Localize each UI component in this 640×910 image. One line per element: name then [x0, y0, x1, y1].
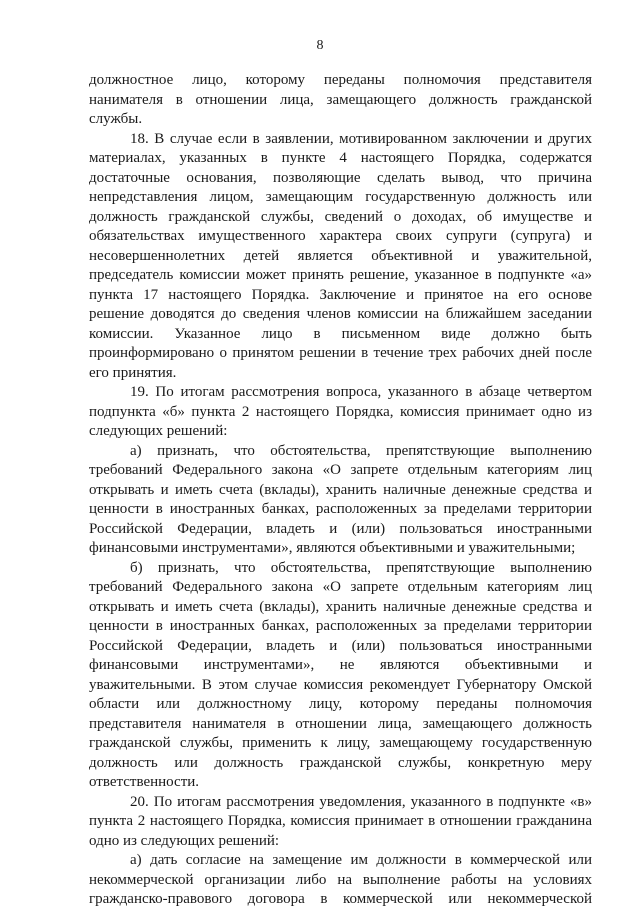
- text-line: требований Федерального закона «О запрете отдельным категориям лиц: [89, 579, 592, 595]
- text-line: представителя нанимателя в отношении лица, замещающего должность: [89, 715, 592, 732]
- text-line: а) признать, что обстоятельства, препятствующие выполнению: [130, 442, 592, 459]
- text-line: гражданско-правового договора в коммерческой или некоммерческой: [89, 891, 592, 907]
- text-line: непредставления лицом, замещающим государственную должность или: [89, 189, 592, 205]
- text-line: должностное лицо, которому переданы полномочия представителя: [89, 72, 592, 88]
- text-line: 18. В случае если в заявлении, мотивированном заключении и других: [130, 130, 592, 147]
- text-line: 19. По итогам рассмотрения вопроса, указанного в абзаце четвертом: [130, 384, 592, 400]
- text-line: одно из следующих решений:: [89, 832, 280, 849]
- text-line: Российской Федерации, владеть и (или) пользоваться иностранными: [89, 520, 592, 537]
- text-line: гражданской службы, применить к лицу, замещающему государственную: [89, 735, 592, 751]
- text-line: материалах, указанных в пункте 4 настоящего Порядка, содержатся: [89, 150, 592, 166]
- text-line: нанимателя в отношении лица, замещающего должность гражданской: [89, 91, 592, 108]
- text-line: Российской Федерации, владеть и (или) пользоваться иностранными: [89, 637, 592, 654]
- text-line: проинформировано о принятом решении в течение трех рабочих дней после: [89, 345, 592, 361]
- text-line: ценности в иностранных банках, расположенных за пределами территории: [89, 618, 592, 634]
- text-line: достаточные основания, позволяющие сделать вывод, что причина: [89, 169, 592, 186]
- text-line: его принятия.: [89, 364, 177, 381]
- text-line: б) признать, что обстоятельства, препятствующие выполнению: [130, 559, 592, 576]
- text-line: службы.: [89, 111, 143, 127]
- text-line: открывать и иметь счета (вклады), хранить наличные денежные средства и: [89, 598, 592, 615]
- text-line: председатель комиссии может принять решение, указанное в подпункте «а»: [89, 267, 592, 283]
- text-line: а) дать согласие на замещение им должности в коммерческой или: [130, 852, 592, 868]
- text-line: требований Федерального закона «О запрете отдельным категориям лиц: [89, 462, 592, 478]
- text-line: некоммерческой организации либо на выполнение работы на условиях: [89, 871, 592, 888]
- text-line: финансовыми инструментами», являются объективными и уважительными;: [89, 540, 576, 556]
- document-body: [89, 71, 592, 910]
- text-line: ответственности.: [89, 774, 200, 790]
- text-line: открывать и иметь счета (вклады), хранить наличные денежные средства и: [89, 481, 592, 498]
- text-line: пункта 2 настоящего Порядка, комиссия принимает в отношении гражданина: [89, 813, 592, 829]
- text-line: пункта 17 настоящего Порядка. Заключение и принятое на его основе: [89, 286, 592, 303]
- text-line: области или должностному лицу, которому переданы полномочия: [89, 696, 592, 712]
- text-line: ценности в иностранных банках, расположенных за пределами территории: [89, 501, 592, 517]
- text-line: уважительными. В этом случае комиссия рекомендует Губернатору Омской: [89, 676, 592, 693]
- text-line: должность или должность гражданской службы, конкретную меру: [89, 754, 592, 771]
- text-line: должность гражданской службы, сведений о доходах, об имуществе и: [89, 208, 592, 225]
- text-line: комиссии. Указанное лицо в письменном виде должно быть: [89, 325, 592, 342]
- text-line: подпункта «б» пункта 2 настоящего Порядка, комиссия принимает одно из: [89, 403, 592, 420]
- text-line: обязательствах имущественного характера своих супруги (супруга) и: [89, 228, 592, 244]
- text-line: финансовыми инструментами», не являются объективными и: [89, 657, 592, 673]
- text-line: несовершеннолетних детей является объективной и уважительной,: [89, 247, 592, 264]
- text-line: следующих решений:: [89, 423, 228, 439]
- text-line: решение доводятся до сведения членов комиссии на ближайшем заседании: [89, 306, 592, 322]
- text-line: 20. По итогам рассмотрения уведомления, указанного в подпункте «в»: [130, 793, 592, 810]
- page-number: 8: [316, 38, 324, 53]
